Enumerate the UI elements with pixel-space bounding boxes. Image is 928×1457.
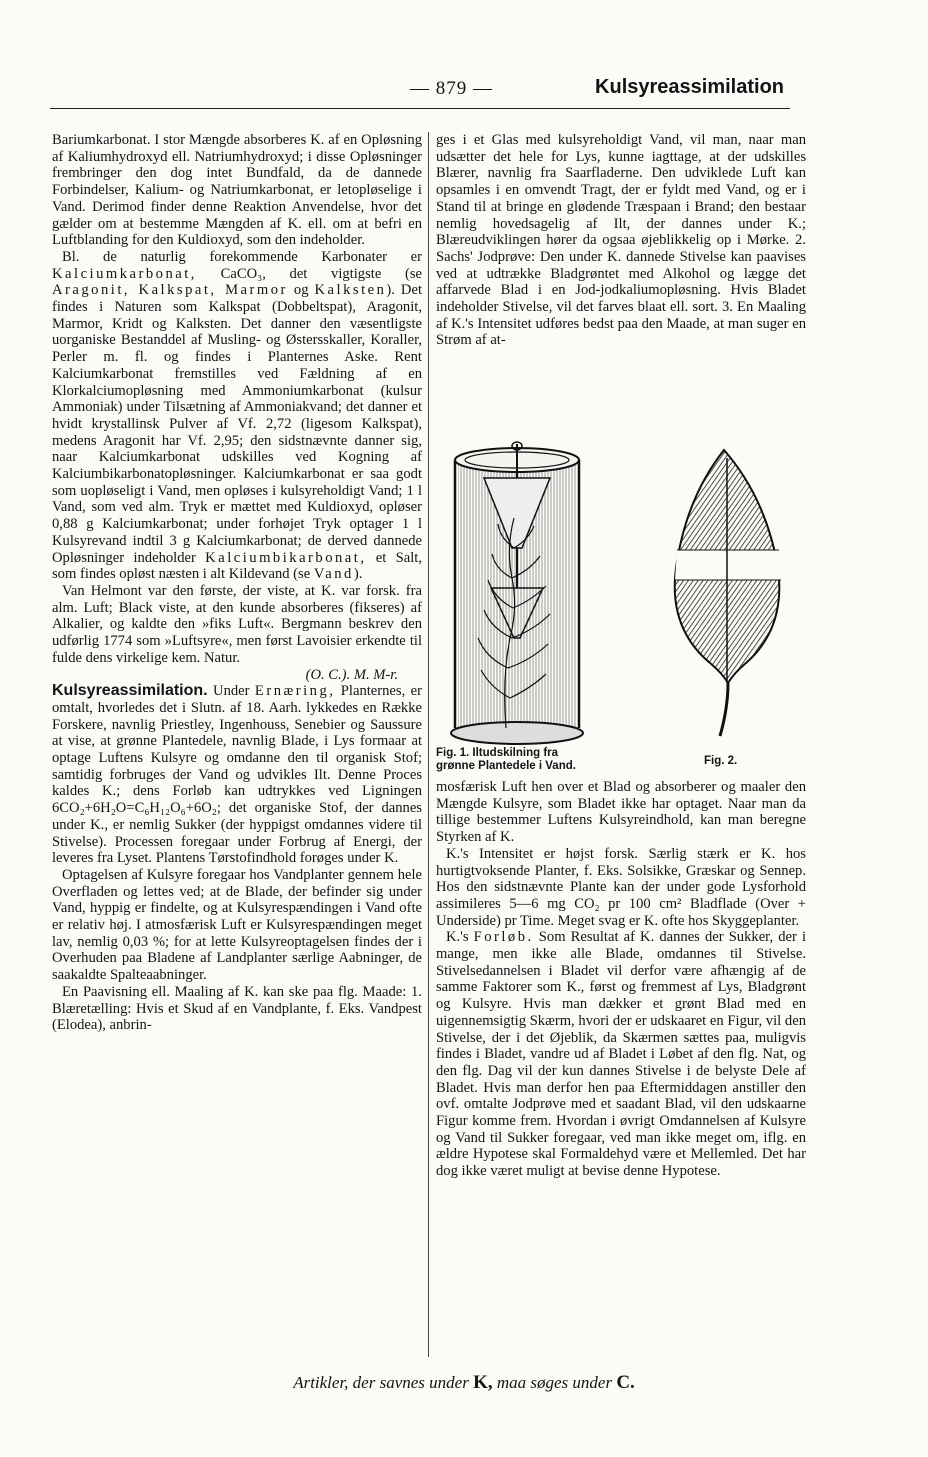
spaced-term: Forløb. [473,929,534,946]
paragraph: Bariumkarbonat. I stor Mængde absorberes K. af en Opløsning af Kaliumhydroxyd ell. Natriumhydroxyd; i disse Opløsninger frembringer den dog intet Bundfald, da de dannede Forbindelser, Kalium- og Natriumkarbonat, er letopløselige i Vand. Derimod finder denne Reaktion Anvendelse, hvor det gælder om at bestemme Mængden af K. ell. om at befri en Luftblanding for den Kuldioxyd, som den indeholder. [52,132,422,249]
fig1-apparatus-illustration [451,442,583,744]
fig2-caption: Fig. 2. [704,755,738,767]
paragraph: Bl. de naturlig forekommende Karbonater er Kalciumkarbonat, CaCO₃, det vigtigste (se Aragonit, Kalkspat, Marmor og Kalksten). Det findes i Naturen som Kalkspat (Dobbeltspat), Aragonit, Marmor, Kridt og Kalksten. Det danner den væsentligste uorganiske Bestanddel af Musling- og Østersskaller, Koraller, Perler m. fl. og findes i Planternes Aske. Rent Kalciumkarbonat fremstilles ved Fældning af en Klorkalciumopløsning med Ammoniumkarbonat (kulsur Ammoniak) under Tilsætning af Ammoniakvand; det danner et hvidt krystallinsk Pulver af Vf. 2,72 (ligesom Kalkspat), medens Aragonit har Vf. 2,95; den sidstnævnte danner sig, naar Kalciumkarbonat udskilles ved Kogning af Kalciumbikarbonatopløsninger. Kalciumkarbonat er saa godt som uopløseligt i Vand, men opløses i kulsyreholdigt Vand; 1 l Vand, som ved alm. Tryk er mættet med Kuldioxyd, opløser 0,88 g Kalciumkarbonat; under forhøjet Tryk optager 1 l Kulsyrevand indtil 3 g Kalciumkarbonat; de derved dannede Opløsninger indeholder Kalciumbikarbonat, et Salt, som findes opløst næsten i alt Kildevand (se Vand). [52,248,422,583]
right-column-bottom [436,779,806,1180]
paragraph: En Paavisning ell. Maaling af K. kan ske paa flg. Maade: 1. Blæretælling: Hvis et Skud af en Vandplante, f. Eks. Vandpest (Elodea), anbrin- [52,983,422,1034]
left-column [52,132,422,1034]
spaced-term: Kalciumbikarbonat, [205,549,367,566]
figure-illustrations [436,438,806,778]
spaced-term: Vand [313,566,354,583]
spaced-term: Kalciumkarbonat, [52,265,197,282]
paragraph: ges i et Glas med kulsyreholdigt Vand, vil man, naar man udsætter det hele for Lys, kunne iagttage, at der udskilles Blærer, navnlig fra Saarfladerne. Den udviklede Luft kan opsamles i en omvendt Tragt, der er fyldt med Vand, og er i Stand til at bringe en glødende Træspaan i Brand; den bestaar nemlig hovedsagelig af Ilt, der dannes under K.; Blæreudviklingen hører da ogsaa øjeblikkelig op i Mørke. 2. Sachs' Jodprøve: Den under K. dannede Stivelse kan paavises ved at udtrække Bladgrøntet med Alkohol og lægge det affarvede Blad i en Jod-jodkaliumopløsning. Hvis Bladet indeholder Stivelse, vil det farves blaat ell. sort. 3. En Maaling af K.'s Intensitet udføres bedst paa den Maade, at man suger en Strøm af at- [436,132,806,349]
spaced-term: Kalksten [314,282,387,299]
page-header [50,72,790,109]
paragraph: K.'s Intensitet er højst forsk. Særlig stærk er K. hos hurtigtvoksende Planter, f. Eks. Solsikke, Græskar og Sennep. Hos den sidstnævnte Plante kan der under gode Lysforhold assimileres 5—6 mg CO₂ pr 100 cm² Bladflade (Over + Underside) pr Time. Meget svag er K. ofte hos Skyggeplanter. [436,845,806,929]
entry-paragraph: Kulsyreassimilation. Under Ernæring, Planternes, er omtalt, hvorledes det i Slutn. af 18. Aarh. lykkedes en Række Forskere, navnlig Priestley, Ingenhouss, Senebier og Saussure at vise, at grønne Plantedele, navnlig Blade, i Lys formaar at optage Luftens Kulsyre og omdanne den til organisk Stof; samtidig forbruges der Vand og udvikles Ilt. Denne Proces kaldes K.; dens Forløb kan udtrykkes ved Ligningen 6CO₂+6H₂O=C₆H₁₂O₆+6O₂; det organiske Stof, der dannes under K., er nemlig Sukker (der hyppigst omdannes videre til Stivelse). Processen foregaar under Forbrug af Energi, der leveres fra Lyset. Plantens Tørstofindhold forøges under K. [52,682,422,867]
paragraph: Optagelsen af Kulsyre foregaar hos Vandplanter gennem hele Overfladen og lettes ved; at de Blade, der befinder sig under Vand, hyppig er findelte, og at Kulsyrespændingen i Vand ofte er relativ høj. I atmosfærisk Luft er Kulsyrespændingen meget lav, nemlig 0,03 %; for at lette Kulsyreoptagelsen findes der i Overhuden paa Bladene af Landplanter særlige Aabninger, de saakaldte Spalteaabninger. [52,866,422,984]
spaced-term: Aragonit, Kalkspat, Marmor [52,282,288,299]
paragraph: mosfærisk Luft hen over et Blad og absorberer og maaler den Mængde Kulsyre, som Bladet ikke har optaget. Naar man da tillige bestemmer Luftens Kulsyreindhold, kan man beregne Styrken af K. [436,779,806,846]
fig2-leaf-illustration [675,450,781,736]
entry-headword: Kulsyreassimilation. [52,682,208,700]
fig1-caption: Fig. 1. Iltudskilning fra grønne Plantedele i Vand. [436,747,576,772]
running-head: Kulsyreassimilation [595,76,784,98]
figure-area [436,438,806,778]
right-column-top [436,132,806,349]
author-signature: (O. C.). M. M-r. [305,666,398,683]
column-divider [428,132,429,1357]
page-number: — 879 — [410,78,493,99]
page-footer: Artikler, der savnes under K, maa søges under C. [293,1372,635,1393]
paragraph: Van Helmont var den første, der viste, at K. var forsk. fra alm. Luft; Black viste, at den kunde absorberes (fikseres) af Alkalier, og kaldte den »fiks Luft«. Bergmann beskrev den udførlig 1774 som »Luftsyre«, men først Lavoisier erkendte til fulde dens virkelige kem. Natur. [52,582,422,666]
spaced-term: Ernæring, [254,683,336,700]
paragraph: K.'s Forløb. Som Resultat af K. dannes der Sukker, der i mange, men ikke alle Blade, omdannes til Stivelse. Stivelsedannelsen i Bladet vil derfor være afhængig af de samme Faktorer som K., først og fremmest af Lys, Bladgrønt og Kulsyre. Hvis man dækker et grønt Blad med en uigennemsigtig Skærm, hvori der er udskaaret en Figur, vil den Stivelse, der i det Øjeblik, da Skærmen sættes paa, muligvis findes i Bladet, vandre ud af Bladet i Løbet af den flg. Nat, og den flg. Dag vil der kun dannes Stivelse i de belyste Dele af Bladet. Hvis man derfor hen paa Eftermiddagen anstiller den ovf. omtalte Jodprøve med et saadant Blad, vil den udskaarne Figur komme frem. Hvordan i øvrigt Omdannelsen af Kulsyre og Vand til Sukker foregaar, ved man ikke meget om, iflg. en ældre Hypotese skal Formaldehyd være et Mellemled. Det har dog ikke været muligt at bevise denne Hypotese. [436,929,806,1180]
